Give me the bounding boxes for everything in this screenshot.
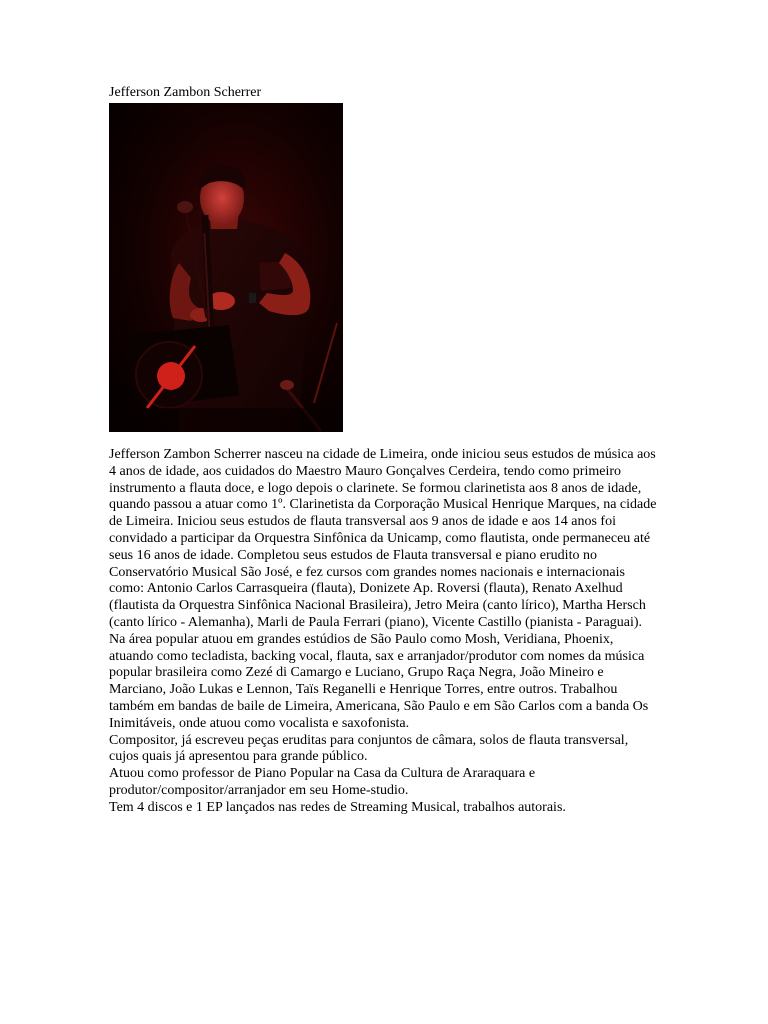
bio-paragraph-1: Jefferson Zambon Scherrer nasceu na cidade de Limeira, onde iniciou seus estudos de música aos 4 anos de idade, aos cuidados do Maestro Mauro Gonçalves Cerdeira, tendo como primeiro instrumento a flauta doce, e logo depois o clarinete. Se formou clarinetista aos 8 anos de idade, quando passou a atuar como 1º. Clarinetista da Corporação Musical Henrique Marques, na cidade de Limeira. Iniciou seus estudos de flauta transversal aos 9 anos de idade e aos 14 anos foi convidado a participar da Orquestra Sinfônica da Unicamp, como flautista, onde permaneceu até seus 16 anos de idade. Completou seus estudos de Flauta transversal e piano erudito no Conservatório Musical São José, e fez cursos com grandes nomes nacionais e internacionais como: Antonio Carlos Carrasqueira (flauta), Donizete Ap. Roversi (flauta), Renato Axelhud (flautista da Orquestra Sinfônica Nacional Brasileira), Jetro Meira (canto lírico), Martha Hersch (canto lírico - Alemanha), Marli de Paula Ferrari (piano), Vicente Castillo (pianista - Paraguai).: [109, 447, 657, 630]
bio-paragraph-4: Atuou como professor de Piano Popular na Casa da Cultura de Araraquara e produtor/compositor/arranjador em seu Home-studio.: [109, 766, 536, 798]
document-title: Jefferson Zambon Scherrer: [109, 85, 262, 100]
bio-paragraph-2: Na área popular atuou em grandes estúdios de São Paulo como Mosh, Veridiana, Phoenix, atuando como tecladista, backing vocal, flauta, sax e arranjador/produtor com nomes da música popular brasileira como Zezé di Camargo e Luciano, Grupo Raça Negra, João Mineiro e Marciano, João Lukas e Lennon, Taïs Reganelli e Henrique Torres, entre outros. Trabalhou também em bandas de baile de Limeira, Americana, São Paulo e em São Carlos com a banda Os Inimitáveis, onde atuou como vocalista e saxofonista.: [109, 631, 649, 731]
musician-photo: [109, 103, 343, 432]
biography: [109, 447, 659, 817]
bio-paragraph-3: Compositor, já escreveu peças eruditas para conjuntos de câmara, solos de flauta transversal, cujos quais já apresentou para grande público.: [109, 732, 629, 765]
bio-paragraph-5: Tem 4 discos e 1 EP lançados nas redes de Streaming Musical, trabalhos autorais.: [109, 799, 566, 815]
